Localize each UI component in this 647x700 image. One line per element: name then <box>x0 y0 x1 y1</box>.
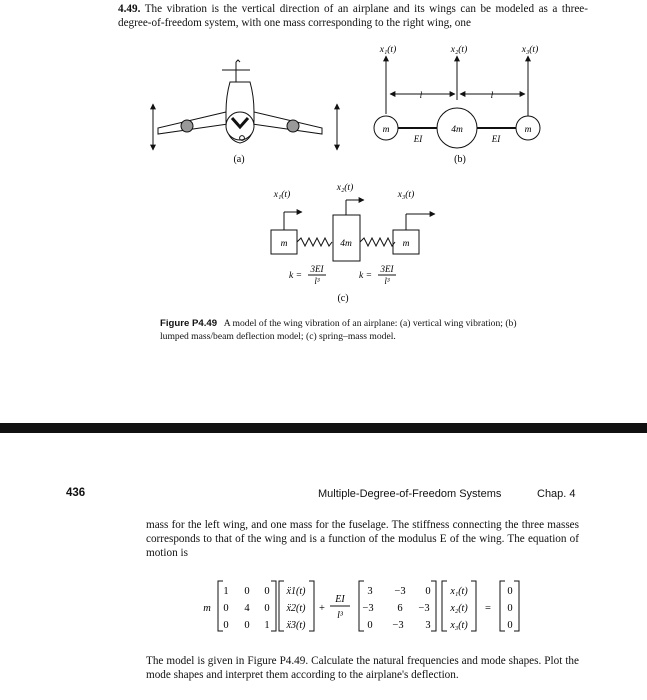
eq-mass-factor: m <box>203 603 211 614</box>
eq-stiffness-cell: 6 <box>397 603 403 614</box>
eq-mass-matrix-cell: 0 <box>264 603 270 614</box>
beam-mass-left: m <box>382 125 390 135</box>
eq-mass-matrix-cell: 0 <box>223 620 229 631</box>
beam-length-right: l <box>490 91 494 101</box>
chapter-title: Multiple-Degree-of-Freedom Systems <box>318 488 502 500</box>
beam-mass-right: m <box>524 125 532 135</box>
eq-zero-entry: 0 <box>507 603 513 614</box>
eq-plus: + <box>319 603 325 614</box>
beam-x1-label: x₁(t) <box>379 45 397 55</box>
spring-k-left-den: l³ <box>314 276 320 286</box>
eq-stiffness-cell: −3 <box>392 620 404 631</box>
figure-p4-49 <box>0 0 647 330</box>
spring-k-left-num: 3EI <box>310 264 324 274</box>
spring-mass-center: 4m <box>340 239 352 249</box>
spring-k-right-lhs: k = <box>359 271 373 281</box>
page-break-divider <box>0 423 647 433</box>
eq-equals: = <box>485 603 491 614</box>
figure-label-c: (c) <box>337 293 349 304</box>
eq-stiffness-cell: −3 <box>362 603 374 614</box>
eq-stiffness-denominator: l³ <box>337 610 343 621</box>
beam-ei-right: EI <box>491 134 501 144</box>
eq-zero-entry: 0 <box>507 586 513 597</box>
eq-accel-entry: ẍ2(t) <box>286 603 306 614</box>
eq-stiffness-cell: 0 <box>425 586 431 597</box>
page-number: 436 <box>66 487 86 499</box>
figure-caption <box>160 318 540 343</box>
beam-ei-left: EI <box>413 134 423 144</box>
eq-stiffness-cell: 3 <box>367 586 373 597</box>
problem-text: The vibration is the vertical direction of an airplane and its wings can be modeled as a three-degree-of-freedom system, with one mass corresponding to the right wing, one <box>118 3 588 29</box>
eq-stiffness-cell: −3 <box>394 586 406 597</box>
eq-stiffness-cell: 3 <box>425 620 431 631</box>
eq-accel-entry: ẍ3(t) <box>286 620 306 631</box>
figure-label-a: (a) <box>233 154 245 165</box>
spring-x1-label: x₁(t) <box>273 190 291 200</box>
problem-number: 4.49. <box>118 3 141 15</box>
spring-mass-left: m <box>280 239 288 249</box>
eq-mass-matrix-cell: 0 <box>264 586 270 597</box>
eq-zero-entry: 0 <box>507 620 513 631</box>
eq-accel-entry: ẍ1(t) <box>286 586 306 597</box>
beam-mass-center: 4m <box>451 125 463 135</box>
spring-mass-right: m <box>402 239 410 249</box>
spring-x2-label: x₂(t) <box>336 183 354 193</box>
eq-disp-entry: x₃(t) <box>450 620 468 631</box>
figure-caption-label: Figure P4.49 <box>160 318 218 329</box>
spring-x3-label: x₃(t) <box>397 190 415 200</box>
beam-length-left: l <box>419 91 423 101</box>
eq-mass-matrix-cell: 0 <box>244 620 250 631</box>
figure-label-b: (b) <box>454 154 466 165</box>
eq-mass-matrix-cell: 4 <box>244 603 250 614</box>
eq-disp-entry: x₁(t) <box>450 586 468 597</box>
eq-disp-entry: x₂(t) <box>450 603 468 614</box>
beam-x3-label: x₃(t) <box>521 45 539 55</box>
eq-stiffness-cell: −3 <box>418 603 430 614</box>
eq-mass-matrix-cell: 0 <box>244 586 250 597</box>
spring-k-left-lhs: k = <box>289 271 303 281</box>
spring-k-right-num: 3EI <box>380 264 394 274</box>
eq-mass-matrix-cell: 1 <box>264 620 270 631</box>
spring-k-right-den: l³ <box>384 276 390 286</box>
closing-paragraph: The model is given in Figure P4.49. Calculate the natural frequencies and mode shapes. Plot the mode shapes and interpret them according to the airplane's deflection. <box>146 655 579 681</box>
continuation-paragraph: mass for the left wing, and one mass for the fuselage. The stiffness connecting the three masses corresponds to that of the wing and is a function of the modulus E of the wing. The equation of motion is <box>146 519 579 559</box>
eq-stiffness-cell: 0 <box>367 620 373 631</box>
chapter-label: Chap. 4 <box>537 488 576 500</box>
eq-stiffness-numerator: EI <box>335 594 345 605</box>
beam-x2-label: x₂(t) <box>450 45 468 55</box>
eq-mass-matrix-cell: 1 <box>223 586 229 597</box>
spring-mass-model <box>271 200 435 275</box>
figure-caption-text: A model of the wing vibration of an airplane: (a) vertical wing vibration; (b) lumped mass/beam deflection model; (c) spring–mass model. <box>160 318 517 342</box>
equation-of-motion <box>0 575 647 637</box>
airplane-drawing <box>153 60 337 150</box>
eq-mass-matrix-cell: 0 <box>223 603 229 614</box>
